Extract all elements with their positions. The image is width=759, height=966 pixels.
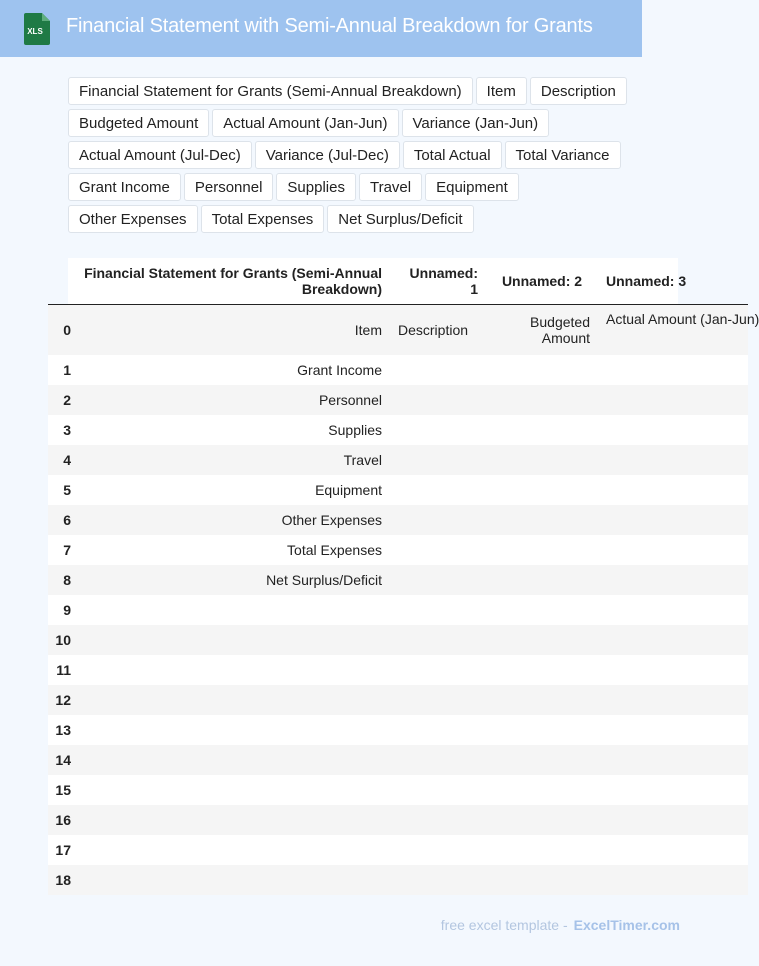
row-index: 11 — [48, 655, 72, 685]
row-index: 17 — [48, 835, 72, 865]
table-row — [48, 535, 748, 565]
cell-budgeted — [486, 595, 598, 625]
cell-actual — [598, 565, 748, 595]
cell-actual — [598, 655, 748, 685]
tag-travel[interactable]: Travel — [359, 173, 422, 201]
row-index: 2 — [48, 385, 72, 415]
cell-budgeted — [486, 805, 598, 835]
cell-actual — [598, 625, 748, 655]
cell-description — [390, 565, 486, 595]
cell-actual — [598, 535, 748, 565]
cell-description — [390, 805, 486, 835]
cell-description — [390, 415, 486, 445]
cell-actual — [598, 805, 748, 835]
tag-net-surplus-deficit[interactable]: Net Surplus/Deficit — [327, 205, 473, 233]
column-header: Unnamed: 3 — [598, 258, 748, 305]
cell-budgeted — [486, 625, 598, 655]
table-row — [48, 355, 748, 385]
cell-description — [390, 505, 486, 535]
cell-actual — [598, 505, 748, 535]
table-row — [48, 385, 748, 415]
tag-item[interactable]: Item — [476, 77, 527, 105]
footer-text: free excel template - — [440, 917, 568, 933]
cell-actual: Actual Amount (Jan-Jun) — [598, 305, 748, 356]
data-table-container[interactable] — [55, 258, 759, 890]
cell-item: Equipment — [72, 475, 390, 505]
cell-actual — [598, 355, 748, 385]
tag-equipment[interactable]: Equipment — [425, 173, 519, 201]
cell-budgeted — [486, 685, 598, 715]
tag-supplies[interactable]: Supplies — [276, 173, 356, 201]
table-row — [48, 745, 748, 775]
row-index: 15 — [48, 775, 72, 805]
cell-budgeted — [486, 655, 598, 685]
table-row — [48, 565, 748, 595]
column-header: Financial Statement for Grants (Semi-Annual Breakdown) — [72, 258, 390, 305]
cell-budgeted — [486, 445, 598, 475]
cell-description — [390, 745, 486, 775]
footer-credit — [441, 917, 680, 933]
cell-item — [72, 625, 390, 655]
excel-file-icon — [22, 13, 50, 45]
row-index: 4 — [48, 445, 72, 475]
tag-personnel[interactable]: Personnel — [184, 173, 274, 201]
row-index: 10 — [48, 625, 72, 655]
footer-brand-link[interactable]: ExcelTimer.com — [573, 917, 680, 933]
cell-budgeted — [486, 355, 598, 385]
row-index: 13 — [48, 715, 72, 745]
cell-description — [390, 835, 486, 865]
cell-budgeted — [486, 415, 598, 445]
cell-actual — [598, 835, 748, 865]
cell-item — [72, 715, 390, 745]
cell-description — [390, 685, 486, 715]
cell-description — [390, 775, 486, 805]
data-table — [48, 258, 759, 895]
table-row — [48, 415, 748, 445]
cell-actual — [598, 415, 748, 445]
column-header: Unnamed: 2 — [486, 258, 598, 305]
row-index: 5 — [48, 475, 72, 505]
tag-description[interactable]: Description — [530, 77, 627, 105]
cell-item: Net Surplus/Deficit — [72, 565, 390, 595]
tag-total-expenses[interactable]: Total Expenses — [201, 205, 325, 233]
row-index: 8 — [48, 565, 72, 595]
cell-budgeted — [486, 745, 598, 775]
table-row — [48, 305, 748, 356]
row-index: 14 — [48, 745, 72, 775]
cell-budgeted: Budgeted Amount — [486, 305, 598, 356]
tag-variance-jul-dec[interactable]: Variance (Jul-Dec) — [255, 141, 400, 169]
cell-description — [390, 715, 486, 745]
tag-financial-statement[interactable]: Financial Statement for Grants (Semi-Annual Breakdown) — [68, 77, 473, 105]
row-index: 6 — [48, 505, 72, 535]
cell-item: Travel — [72, 445, 390, 475]
tag-grant-income[interactable]: Grant Income — [68, 173, 181, 201]
table-header-row — [48, 258, 748, 305]
cell-budgeted — [486, 715, 598, 745]
cell-item — [72, 685, 390, 715]
cell-item — [72, 805, 390, 835]
table-row — [48, 475, 748, 505]
cell-item: Personnel — [72, 385, 390, 415]
table-row — [48, 625, 748, 655]
cell-item — [72, 835, 390, 865]
cell-description — [390, 445, 486, 475]
cell-description — [390, 355, 486, 385]
row-index: 1 — [48, 355, 72, 385]
cell-description: Description — [390, 305, 486, 356]
table-row — [48, 595, 748, 625]
tag-budgeted-amount[interactable]: Budgeted Amount — [68, 109, 209, 137]
cell-item: Grant Income — [72, 355, 390, 385]
table-row — [48, 715, 748, 745]
tag-other-expenses[interactable]: Other Expenses — [68, 205, 198, 233]
cell-description — [390, 595, 486, 625]
header-banner — [0, 0, 642, 57]
column-tag-list — [68, 77, 648, 233]
cell-actual — [598, 445, 748, 475]
cell-budgeted — [486, 475, 598, 505]
table-row — [48, 445, 748, 475]
cell-item: Other Expenses — [72, 505, 390, 535]
table-row — [48, 865, 748, 895]
cell-actual — [598, 775, 748, 805]
cell-item — [72, 775, 390, 805]
page-title: Financial Statement with Semi-Annual Breakdown for Grants — [66, 15, 593, 37]
cell-budgeted — [486, 505, 598, 535]
cell-description — [390, 865, 486, 895]
cell-actual — [598, 475, 748, 505]
cell-actual — [598, 385, 748, 415]
table-row — [48, 655, 748, 685]
cell-item: Total Expenses — [72, 535, 390, 565]
cell-item — [72, 595, 390, 625]
cell-budgeted — [486, 535, 598, 565]
row-index: 9 — [48, 595, 72, 625]
cell-budgeted — [486, 565, 598, 595]
table-row — [48, 775, 748, 805]
cell-item: Supplies — [72, 415, 390, 445]
cell-actual — [598, 595, 748, 625]
table-row — [48, 505, 748, 535]
table-row — [48, 805, 748, 835]
cell-actual — [598, 865, 748, 895]
xls-icon-label: XLS — [27, 27, 43, 36]
row-index: 7 — [48, 535, 72, 565]
table-row — [48, 835, 748, 865]
cell-description — [390, 385, 486, 415]
cell-item — [72, 655, 390, 685]
cell-description — [390, 625, 486, 655]
cell-description — [390, 475, 486, 505]
tag-actual-amount-jul-dec[interactable]: Actual Amount (Jul-Dec) — [68, 141, 252, 169]
tag-total-actual[interactable]: Total Actual — [403, 141, 502, 169]
row-index: 0 — [48, 305, 72, 356]
cell-budgeted — [486, 775, 598, 805]
row-index: 16 — [48, 805, 72, 835]
column-header: Unnamed: 1 — [390, 258, 486, 305]
cell-budgeted — [486, 865, 598, 895]
tag-variance-jan-jun[interactable]: Variance (Jan-Jun) — [402, 109, 550, 137]
cell-budgeted — [486, 835, 598, 865]
cell-description — [390, 655, 486, 685]
cell-actual — [598, 715, 748, 745]
cell-description — [390, 535, 486, 565]
row-index: 12 — [48, 685, 72, 715]
cell-budgeted — [486, 385, 598, 415]
row-index: 3 — [48, 415, 72, 445]
tag-total-variance[interactable]: Total Variance — [505, 141, 621, 169]
row-index: 18 — [48, 865, 72, 895]
table-row — [48, 685, 748, 715]
tag-actual-amount-jan-jun[interactable]: Actual Amount (Jan-Jun) — [212, 109, 398, 137]
index-header — [48, 258, 72, 305]
cell-actual — [598, 745, 748, 775]
cell-item: Item — [72, 305, 390, 356]
cell-item — [72, 865, 390, 895]
cell-item — [72, 745, 390, 775]
cell-actual — [598, 685, 748, 715]
